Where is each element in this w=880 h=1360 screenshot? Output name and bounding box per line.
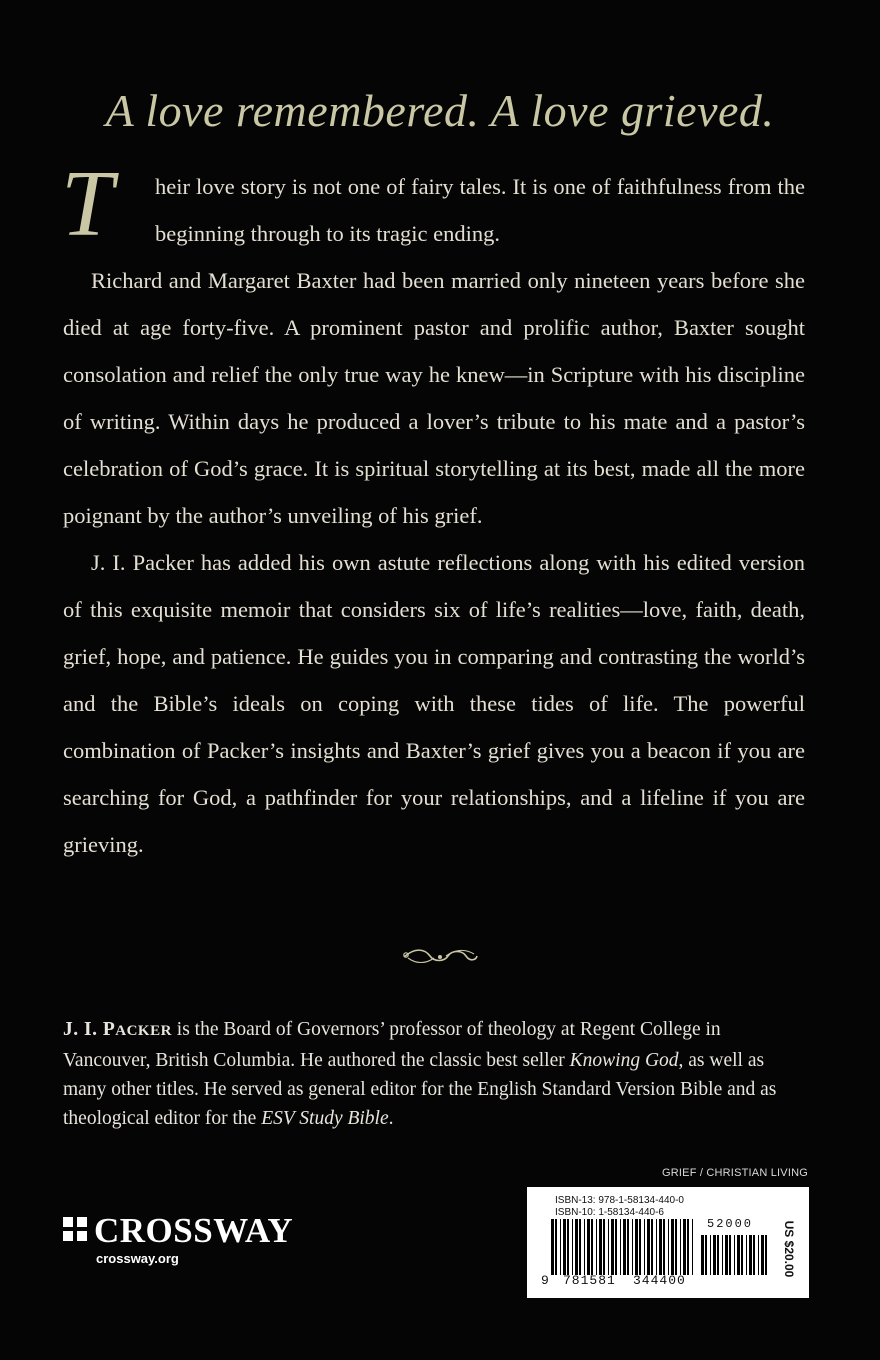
barcode-stripe: [737, 1235, 740, 1275]
author-bio: J. I. PACKER is the Board of Governors’ professor of theology at Regent College in Vancouver, British Columbia. He authored the classic best seller Knowing God, as well as many other titles. He served as general editor for the English Standard Version Bible and as theological editor for the ESV Study Bible.: [63, 1019, 777, 1129]
barcode-stripe: [644, 1219, 645, 1275]
barcode-stripe: [608, 1219, 609, 1275]
barcode-stripe: [584, 1219, 585, 1275]
barcode-panel: [527, 1187, 809, 1298]
barcode-stripe: [560, 1219, 561, 1275]
barcode-stripe: [663, 1219, 665, 1275]
barcode-stripe: [741, 1235, 743, 1275]
barcode-stripe: [599, 1219, 602, 1275]
barcode-stripe: [567, 1219, 569, 1275]
barcode-stripe: [575, 1219, 578, 1275]
barcode-stripe: [671, 1219, 674, 1275]
barcode-stripe: [701, 1235, 704, 1275]
paragraph-1-text: heir love story is not one of fairy tales. It is one of faithfulness from the beginning through to its tragic ending.: [155, 174, 805, 246]
barcode-stripe: [749, 1235, 752, 1275]
barcode-digit-first: 9: [541, 1273, 550, 1288]
barcode-stripe: [675, 1219, 677, 1275]
barcode-stripe: [635, 1219, 638, 1275]
barcode-stripe: [705, 1235, 707, 1275]
barcode-stripe: [572, 1219, 573, 1275]
barcode-stripe: [647, 1219, 650, 1275]
barcode-stripe: [551, 1219, 554, 1275]
barcode-stripe: [753, 1235, 755, 1275]
barcode-digits-right: 344400: [633, 1273, 686, 1288]
drop-cap: T: [61, 152, 114, 256]
barcode-stripe: [623, 1219, 626, 1275]
barcode-stripe: [746, 1235, 747, 1275]
barcode-stripe: [713, 1235, 716, 1275]
barcode-stripe: [680, 1219, 681, 1275]
flourish-ornament-icon: [400, 944, 480, 970]
barcode-stripe: [587, 1219, 590, 1275]
barcode-stripe: [651, 1219, 653, 1275]
barcode-digits-left: 781581: [563, 1273, 616, 1288]
isbn-10: ISBN-10: 1-58134-440-6: [555, 1207, 664, 1218]
publisher-name: CROSSWAY: [94, 1211, 294, 1250]
barcode-stripe: [765, 1235, 767, 1275]
book-title-knowing-god: Knowing God: [569, 1050, 679, 1071]
description-paragraph-1: [61, 152, 805, 257]
barcode-stripe: [591, 1219, 593, 1275]
barcode-stripe: [596, 1219, 597, 1275]
barcode-stripe: [603, 1219, 605, 1275]
description-paragraph-3: J. I. Packer has added his own astute reflections along with his edited version of this exquisite memoir that considers six of life’s realities—love, faith, death, grief, hope, and patience. He guides you in comparing and contrasting the world’s and the Bible’s ideals on coping with these tides of life. The powerful combination of Packer’s insights and Baxter’s grief gives you a beacon if you are searching for God, a pathfinder for your relationships, and a lifeline if you are grieving.: [63, 550, 805, 857]
barcode-stripe: [627, 1219, 629, 1275]
price-label: US $20.00: [782, 1220, 796, 1278]
author-name: J. I. PACKER: [63, 1019, 172, 1040]
barcode-bars: [551, 1219, 697, 1279]
barcode-stripe: [639, 1219, 641, 1275]
category-label: GRIEF / CHRISTIAN LIVING: [662, 1167, 808, 1179]
barcode-stripe: [555, 1219, 557, 1275]
barcode-stripe: [620, 1219, 621, 1275]
barcode-stripe: [758, 1235, 759, 1275]
crossway-cross-icon: [63, 1217, 87, 1241]
barcode-stripe: [761, 1235, 764, 1275]
barcode-addon-digits: 52000: [707, 1217, 754, 1231]
barcode-stripe: [687, 1219, 689, 1275]
barcode-stripe: [611, 1219, 614, 1275]
barcode-stripe: [692, 1219, 693, 1275]
barcode-stripe: [632, 1219, 633, 1275]
barcode-stripe: [683, 1219, 686, 1275]
barcode-stripe: [668, 1219, 669, 1275]
barcode-addon-bars: [701, 1235, 771, 1279]
barcode-stripe: [734, 1235, 735, 1275]
barcode-stripe: [659, 1219, 662, 1275]
barcode-stripe: [722, 1235, 723, 1275]
description: [61, 152, 805, 868]
tagline: A love remembered. A love grieved.: [105, 85, 775, 136]
barcode-stripe: [729, 1235, 731, 1275]
barcode-stripe: [717, 1235, 719, 1275]
barcode-stripe: [656, 1219, 657, 1275]
description-paragraph-2: Richard and Margaret Baxter had been married only nineteen years before she died at age forty-five. A prominent pastor and prolific author, Baxter sought consolation and relief the only true way he knew—in Scripture with his discipline of writing. Within days he produced a lover’s tribute to his mate and a pastor’s celebration of God’s grace. It is spiritual storytelling at its best, made all the more poignant by the author’s unveiling of his grief.: [63, 268, 805, 528]
book-title-esv-study-bible: ESV Study Bible: [261, 1108, 389, 1129]
barcode-stripe: [615, 1219, 617, 1275]
barcode-stripe: [710, 1235, 711, 1275]
barcode-stripe: [563, 1219, 566, 1275]
publisher-url: crossway.org: [96, 1251, 179, 1266]
publisher-logo: [63, 1213, 303, 1273]
barcode-stripe: [725, 1235, 728, 1275]
barcode-stripe: [579, 1219, 581, 1275]
isbn-13: ISBN-13: 978-1-58134-440-0: [555, 1195, 684, 1206]
